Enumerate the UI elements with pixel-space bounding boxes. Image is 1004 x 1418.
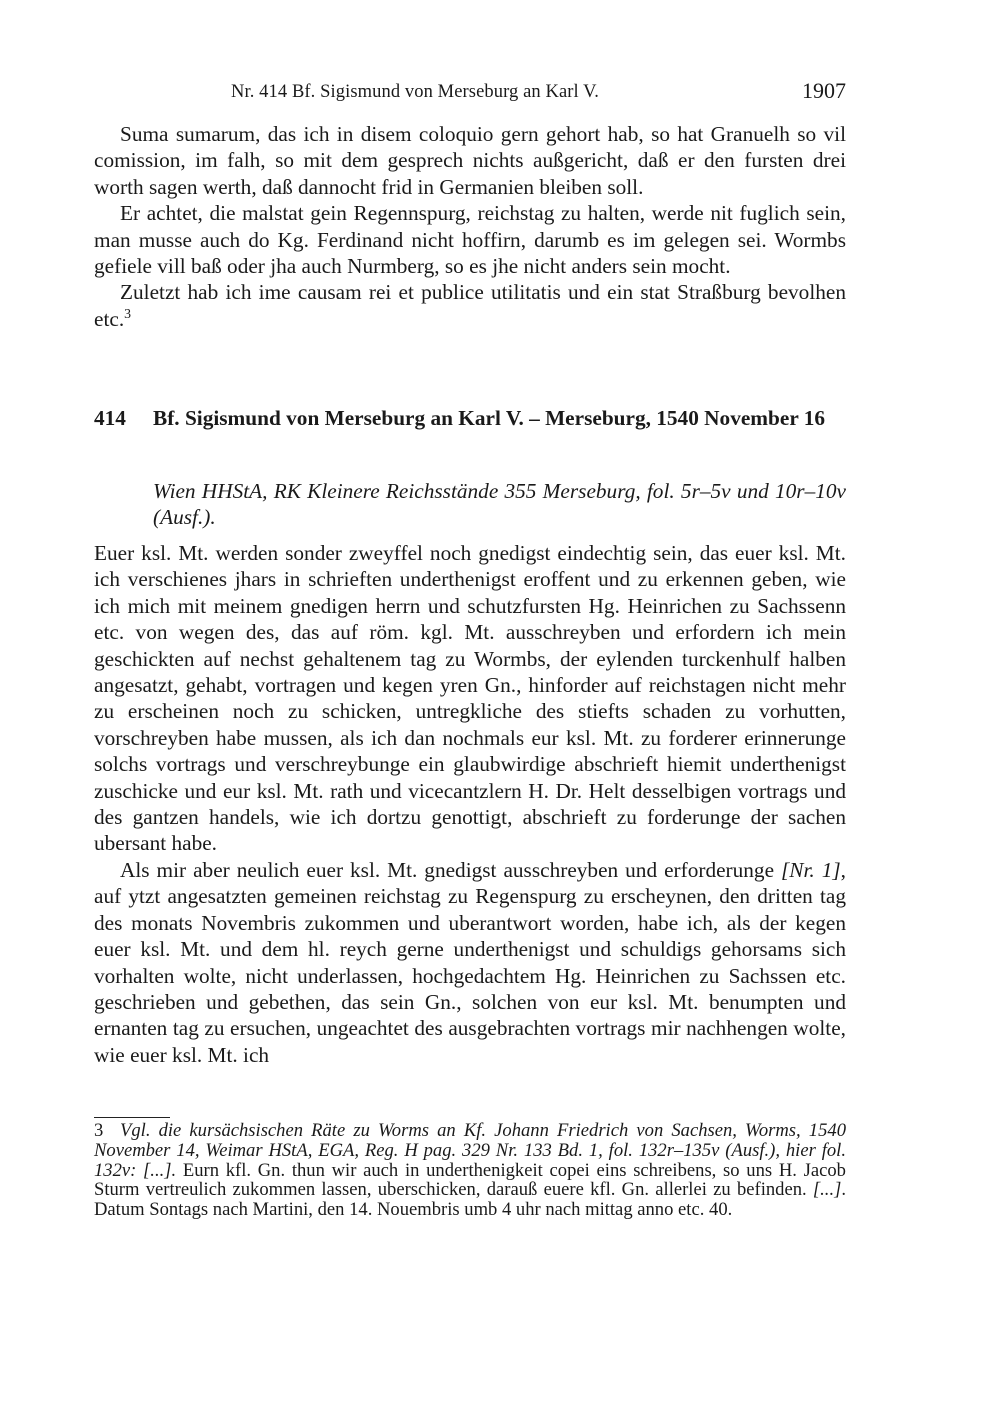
footnote-citation: Vgl. die kursächsischen Räte zu Worms an Kf. Johann Friedrich von Sachsen, Worms, 1540 November 14, Weimar HStA, EGA, Reg. H pag. 329 Nr. 133 Bd. 1, fol. 132r–135v (Ausf.), hier fol. 132v: [...]. [94,1120,846,1181]
footnote-divider [94,1117,170,1118]
running-head [94,78,846,106]
paragraph-text: Als mir aber neulich euer ksl. Mt. gnedigst ausschreyben und erforderunge [120,857,782,882]
paragraph-text: , auf ytzt angesatzten gemeinen reichstag zu Regenspurg zu erscheynen, den dritten tag des monats Novembris zukommen und uberantwort worden, habe ich, als der kegen euer ksl. Mt. und dem hl. reych gerne underthenigst und schuldigs gehorsams sich vorhalten wolte, nicht underlassen, hochgedachtem Hg. Heinrichen zu Sachssen etc. geschrieben und gebethen, das sein Gn., solchen von eur ksl. Mt. benumpten und ernanten tag zu ersuchen, ungeachtet des ausgebrachten vortrags mir nachhengen wolte, wie euer ksl. Mt. ich [94,857,846,1067]
footnote [94,1121,846,1220]
paragraph [94,857,846,1068]
document-number: 414 [94,406,126,430]
footnote-reference[interactable]: 3 [124,305,132,321]
document-heading [94,405,846,431]
cross-reference: [Nr. 1] [781,857,841,882]
page-number: 1907 [802,78,846,103]
paragraph: Euer ksl. Mt. werden sonder zweyffel noch gnedigst eindechtig sein, das euer ksl. Mt. ich verschienes jhars in schrieften underthenigst eroffent und zu erkennen geben, wie ich mich mit meinem gnedigen herrn und schutzfursten Hg. Heinrichen zu Sachssenn etc. von wegen des, das auf röm. kgl. Mt. ausschreyben und erfordern ich mein geschickten auf nechst gehaltenem tag zu Wormbs, der eylenden turckenhulf halben angesatzt, gehabt, vortragen und kegen yren Gn., hinforder auf reichstagen nicht mehr zu erscheinen noch zu schicken, untregkliche des stiefts schaden zu vorhutten, vorschreyben habe mussen, als ich dan nochmals eur ksl. Mt. zu forderer erinnerunge solchs vortrags und verschreybunge ein glaubwirdige abschrieft hiemit underthenigst zuschicke und eur ksl. Mt. rath und vicecantzlern H. Dr. Helt desselbigen vortrags und des gantzen handels, wie ich dortzu genottigt, abschrieft zu forderunge der sachen ubersant habe. [94,541,846,856]
document-title: Bf. Sigismund von Merseburg an Karl V. – Merseburg, 1540 November 16 [153,406,826,430]
footnote-quote: . Datum Sontags nach Martini, den 14. Nouembris umb 4 uhr nach mittag anno etc. 40. [94,1179,846,1221]
footnote-mark: 3 [94,1120,104,1141]
source-note: Wien HHStA, RK Kleinere Reichsstände 355 Merseburg, fol. 5r–5v und 10r–10v (Ausf.). [153,479,846,530]
continuation-text [94,121,846,332]
footnote-quote: Eurn kfl. Gn. thun wir auch in underthenigkeit copei eins schreibens, so uns H. Jacob Sturm vertreulich zukommen lassen, uberschicken, darauß euere kfl. Gn. allerlei zu befinden. [94,1159,846,1201]
footnote-ellipsis: [...] [812,1179,842,1201]
running-title: Nr. 414 Bf. Sigismund von Merseburg an Karl V. [231,82,599,102]
paragraph [94,279,846,332]
paragraph: Er achtet, die malstat gein Regennspurg, reichstag zu halten, werde nit fuglich sein, man musse auch do Kg. Ferdinand nicht hoffirn, darumb es im gelegen sei. Wormbs gefiele vill baß oder jha auch Nurmberg, so es jhe nicht anders sein mocht. [94,201,846,279]
paragraph: Suma sumarum, das ich in disem coloquio gern gehort hab, so hat Granuelh so vil comission, im falh, so mit dem gesprech nichts außgericht, daß er den fursten drei worth sagen werth, daß dannocht frid in Germanien bleiben soll. [94,122,846,199]
document-text [94,540,846,1068]
paragraph-text: Zuletzt hab ich ime causam rei et publice utilitatis und ein stat Straßburg bevolhen etc. [94,280,846,331]
